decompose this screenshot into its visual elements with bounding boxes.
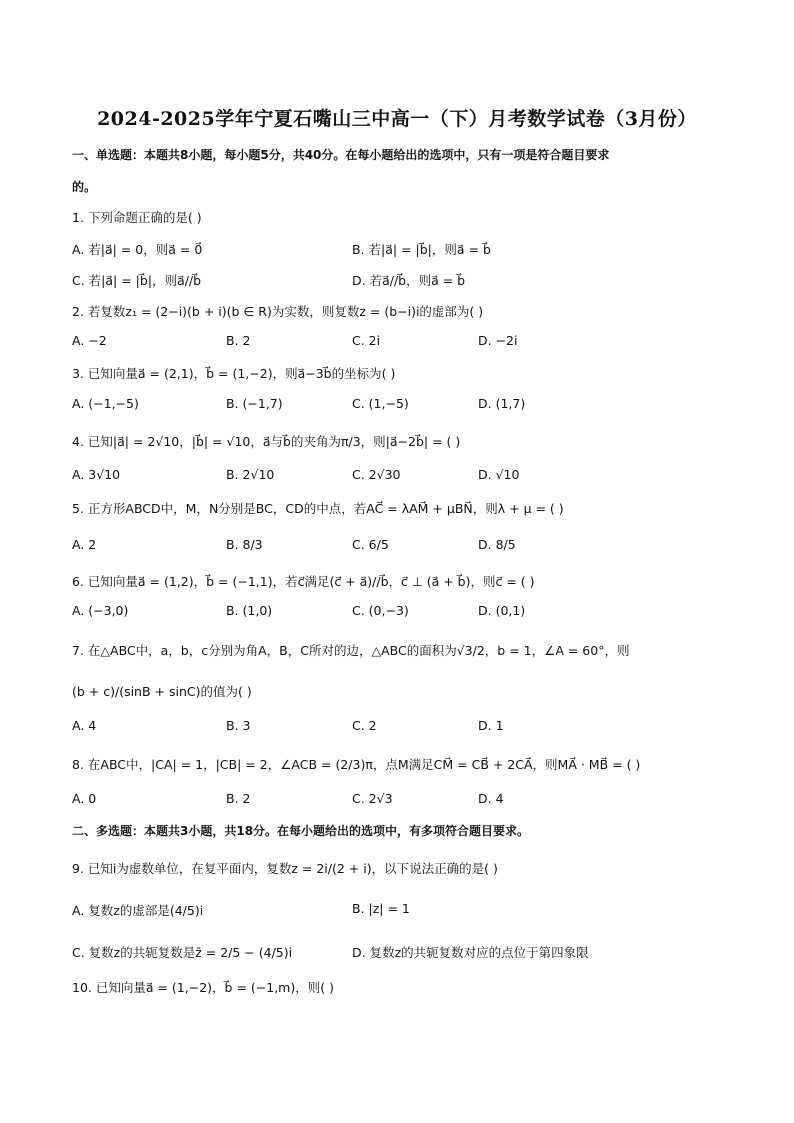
question-1-option-d: D. 若a⃗//b⃗，则a⃗ = b⃗ — [352, 273, 466, 288]
section2-heading: 二、多选题：本题共3小题，共18分。在每小题给出的选项中，有多项符合题目要求。 — [72, 824, 530, 838]
question-2-option-a: A. −2 — [72, 333, 107, 348]
question-7-option-d: D. 1 — [478, 718, 504, 733]
question-4-option-a: A. 3√10 — [72, 467, 121, 482]
question-10-stem: 10. 已知向量a⃗ = (1,−2)，b⃗ = (−1,m)，则( ) — [72, 980, 334, 995]
question-5-option-a: A. 2 — [72, 537, 97, 552]
question-7-option-c: C. 2 — [352, 718, 377, 733]
question-2-stem: 2. 若复数z₁ = (2−i)(b + i)(b ∈ R)为实数，则复数z = (b−i)i的虚部为( ) — [72, 304, 484, 319]
question-6-option-b: B. (1,0) — [226, 603, 273, 618]
question-8-option-b: B. 2 — [226, 791, 251, 806]
question-6-stem: 6. 已知向量a⃗ = (1,2)，b⃗ = (−1,1)，若c⃗满足(c⃗ + a⃗)//b⃗，c⃗ ⊥ (a⃗ + b⃗)，则c⃗ = ( ) — [72, 574, 535, 589]
question-2-option-d: D. −2i — [478, 333, 518, 348]
question-2-option-c: C. 2i — [352, 333, 381, 348]
question-9-option-b: B. |z| = 1 — [352, 901, 410, 916]
question-9-option-a: A. 复数z的虚部是(4/5)i — [72, 903, 204, 918]
page-title: 2024-2025学年宁夏石嘴山三中高一（下）月考数学试卷（3月份） — [97, 108, 697, 130]
question-3-option-b: B. (−1,7) — [226, 396, 283, 411]
question-4-stem: 4. 已知|a⃗| = 2√10，|b⃗| = √10，a⃗与b⃗的夹角为π/3，则|a⃗−2b⃗| = ( ) — [72, 434, 461, 449]
question-9-stem: 9. 已知i为虚数单位，在复平面内，复数z = 2i/(2 + i)，以下说法正确的是( ) — [72, 861, 498, 876]
question-3-option-c: C. (1,−5) — [352, 396, 409, 411]
question-5-option-b: B. 8/3 — [226, 537, 263, 552]
question-8-option-d: D. 4 — [478, 791, 504, 806]
question-7-stem-line2: (b + c)/(sinB + sinC)的值为( ) — [72, 684, 252, 699]
question-4-option-d: D. √10 — [478, 467, 520, 482]
question-9-option-d: D. 复数z的共轭复数对应的点位于第四象限 — [352, 945, 589, 960]
question-6-option-c: C. (0,−3) — [352, 603, 409, 618]
question-3-option-a: A. (−1,−5) — [72, 396, 139, 411]
question-7-stem: 7. 在△ABC中，a，b，c分别为角A，B，C所对的边，△ABC的面积为√3/2，b = 1，∠A = 60°，则 — [72, 643, 630, 658]
question-4-option-b: B. 2√10 — [226, 467, 275, 482]
question-7-option-b: B. 3 — [226, 718, 251, 733]
question-6-option-a: A. (−3,0) — [72, 603, 129, 618]
question-8-option-c: C. 2√3 — [352, 791, 393, 806]
question-9-option-c: C. 复数z的共轭复数是z̄ = 2/5 − (4/5)i — [72, 945, 293, 960]
question-1-option-b: B. 若|a⃗| = |b⃗|，则a⃗ = b⃗ — [352, 242, 491, 257]
question-5-stem: 5. 正方形ABCD中，M，N分别是BC，CD的中点，若AC⃗ = λAM⃗ + μBN⃗，则λ + μ = ( ) — [72, 501, 564, 516]
question-7-option-a: A. 4 — [72, 718, 97, 733]
question-4-option-c: C. 2√30 — [352, 467, 401, 482]
question-3-option-d: D. (1,7) — [478, 396, 526, 411]
question-8-stem: 8. 在ABC中，|CA| = 1，|CB| = 2，∠ACB = (2/3)π，点M满足CM⃗ = CB⃗ + 2CA⃗，则MA⃗ · MB⃗ = ( ) — [72, 757, 641, 772]
section1-heading-line2: 的。 — [72, 180, 97, 194]
question-1-option-a: A. 若|a⃗| = 0，则a⃗ = 0⃗ — [72, 242, 203, 257]
question-1-stem: 1. 下列命题正确的是( ) — [72, 210, 202, 225]
question-3-stem: 3. 已知向量a⃗ = (2,1)，b⃗ = (1,−2)，则a⃗−3b⃗的坐标为( ) — [72, 366, 396, 381]
question-2-option-b: B. 2 — [226, 333, 251, 348]
question-5-option-d: D. 8/5 — [478, 537, 516, 552]
question-8-option-a: A. 0 — [72, 791, 97, 806]
question-1-option-c: C. 若|a⃗| = |b⃗|，则a⃗//b⃗ — [72, 273, 202, 288]
question-5-option-c: C. 6/5 — [352, 537, 389, 552]
section1-heading-line1: 一、单选题：本题共8小题，每小题5分，共40分。在每小题给出的选项中，只有一项是符合题目要求 — [72, 148, 610, 162]
question-6-option-d: D. (0,1) — [478, 603, 526, 618]
